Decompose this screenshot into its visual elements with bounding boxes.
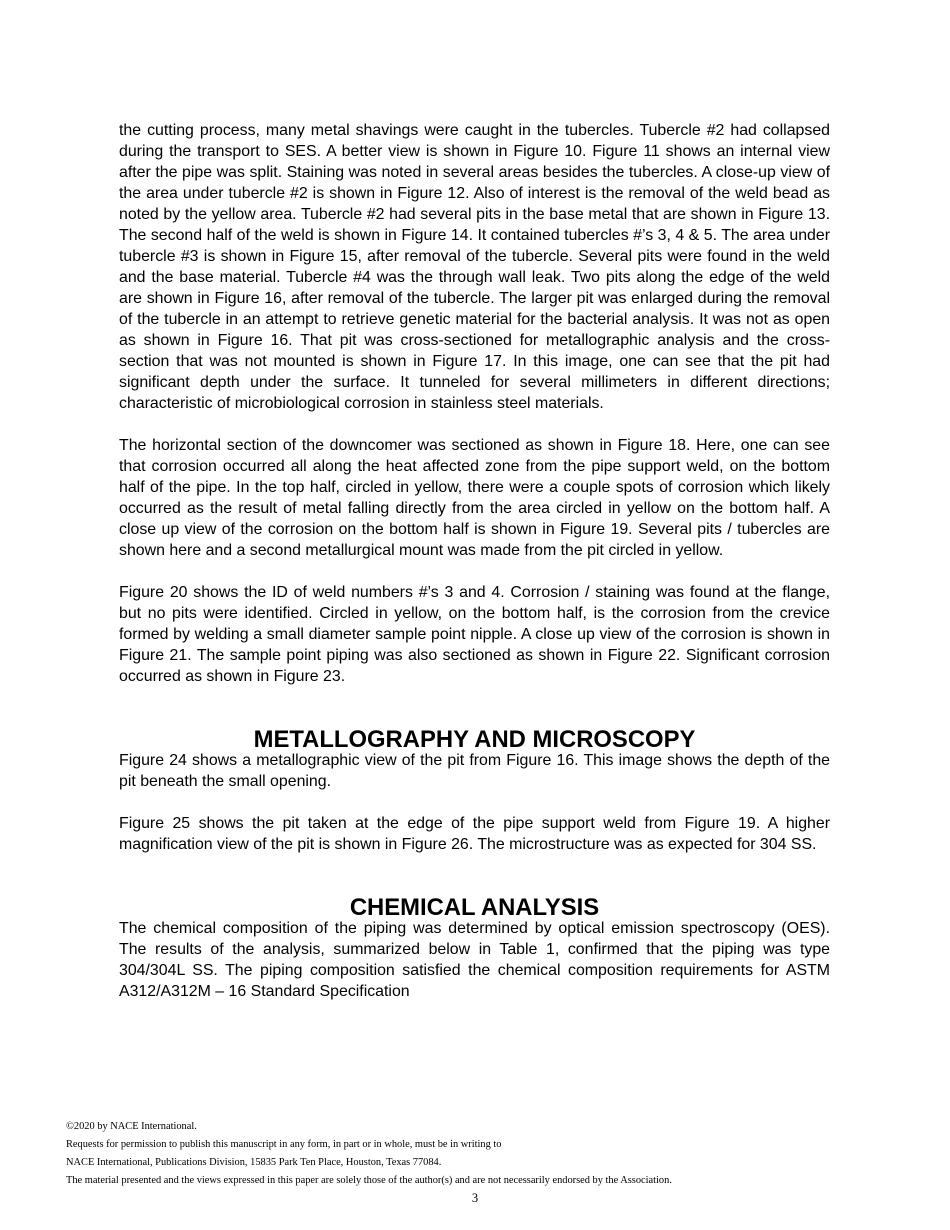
section-heading-metallography: METALLOGRAPHY AND MICROSCOPY: [253, 726, 696, 753]
footer-permission-line-1: Requests for permission to publish this manuscript in any form, in part or in whole, must be in writing to: [66, 1139, 502, 1150]
page-footer: [66, 1118, 896, 1190]
footer-copyright: ©2020 by NACE International.: [66, 1121, 197, 1132]
paragraph-spacer: [119, 414, 830, 435]
section-heading-chemical-analysis: CHEMICAL ANALYSIS: [349, 894, 600, 921]
section-spacer: [119, 687, 830, 729]
paragraph-spacer: [119, 561, 830, 582]
footer-disclaimer: The material presented and the views expressed in this paper are solely those of the author(s) and are not necessarily endorsed by the Association.: [66, 1175, 672, 1186]
page-number: 3: [471, 1191, 479, 1205]
page-body: [119, 120, 830, 1002]
section-spacer: [119, 855, 830, 897]
body-paragraph: Figure 25 shows the pit taken at the edge of the pipe support weld from Figure 19. A higher magnification view of the pit is shown in Figure 26. The microstructure was as expected for 304 SS.: [119, 815, 830, 853]
body-paragraph: The horizontal section of the downcomer was sectioned as shown in Figure 18. Here, one can see that corrosion occurred all along the heat affected zone from the pipe support weld, on the bottom half of the pipe. In the top half, circled in yellow, there were a couple spots of corrosion which likely occurred as the result of metal falling directly from the area circled in yellow on the bottom half. A close up view of the corrosion on the bottom half is shown in Figure 19. Several pits / tubercles are shown here and a second metallurgical mount was made from the pit circled in yellow.: [119, 437, 830, 559]
paragraph-spacer: [119, 792, 830, 813]
body-paragraph: Figure 20 shows the ID of weld numbers #’s 3 and 4. Corrosion / staining was found at the flange, but no pits were identified. Circled in yellow, on the bottom half, is the corrosion from the crevice formed by welding a small diameter sample point nipple. A close up view of the corrosion is shown in Figure 21. The sample point piping was also sectioned as shown in Figure 22. Significant corrosion occurred as shown in Figure 23.: [119, 584, 830, 685]
body-paragraph: the cutting process, many metal shavings were caught in the tubercles. Tubercle #2 had collapsed during the transport to SES. A better view is shown in Figure 10. Figure 11 shows an internal view after the pipe was split. Staining was noted in several areas besides the tubercles. A close-up view of the area under tubercle #2 is shown in Figure 12. Also of interest is the removal of the weld bead as noted by the yellow area. Tubercle #2 had several pits in the base metal that are shown in Figure 13. The second half of the weld is shown in Figure 14. It contained tubercles #’s 3, 4 & 5. The area under tubercle #3 is shown in Figure 15, after removal of the tubercle. Several pits were found in the weld and the base material. Tubercle #4 was the through wall leak. Two pits along the edge of the weld are shown in Figure 16, after removal of the tubercle. The larger pit was enlarged during the removal of the tubercle in an attempt to retrieve genetic material for the bacterial analysis. It was not as open as shown in Figure 16. That pit was cross-sectioned for metallographic analysis and the cross-section that was not mounted is shown in Figure 17. In this image, one can see that the pit had significant depth under the surface. It tunneled for several millimeters in different directions; characteristic of microbiological corrosion in stainless steel materials.: [119, 122, 830, 412]
body-paragraph: Figure 24 shows a metallographic view of the pit from Figure 16. This image shows the depth of the pit beneath the small opening.: [119, 752, 830, 790]
footer-permission-line-2: NACE International, Publications Division, 15835 Park Ten Place, Houston, Texas 77084.: [66, 1157, 442, 1168]
body-paragraph: The chemical composition of the piping was determined by optical emission spectroscopy (OES). The results of the analysis, summarized below in Table 1, confirmed that the piping was type 304/304L SS. The piping composition satisfied the chemical composition requirements for ASTM A312/A312M – 16 Standard Specification: [119, 920, 830, 1000]
